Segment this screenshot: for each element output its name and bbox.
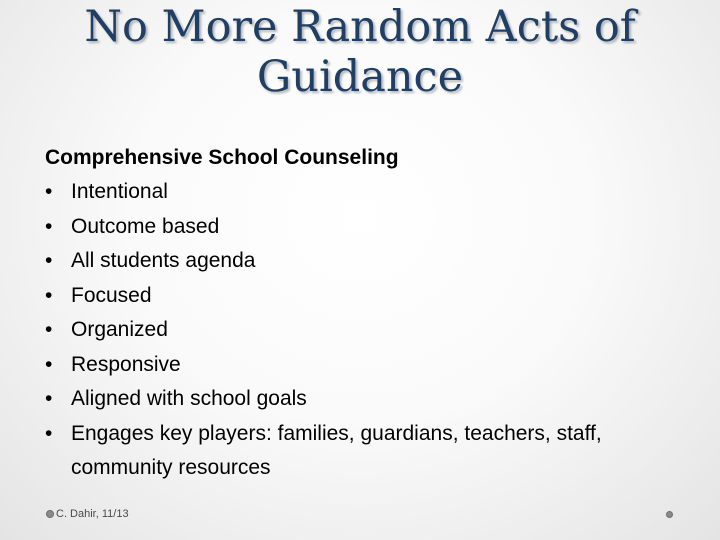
slide-footer xyxy=(46,508,129,520)
bullet-icon: • xyxy=(45,283,53,307)
bullet-icon: • xyxy=(45,387,53,410)
bullet-text: Outcome based xyxy=(71,214,220,238)
bullet-icon: • xyxy=(45,318,53,341)
bullet-list xyxy=(45,175,695,486)
bullet-text: Aligned with school goals xyxy=(71,387,307,410)
list-item xyxy=(45,175,695,210)
bullet-icon: • xyxy=(45,421,53,445)
list-item xyxy=(45,279,695,314)
list-item xyxy=(45,244,695,279)
bullet-text: Engages key players: families, guardians, teachers, staff, community resources xyxy=(71,421,602,479)
bullet-text: Organized xyxy=(71,318,168,341)
footer-circle-icon xyxy=(46,510,54,518)
bullet-text: All students agenda xyxy=(71,249,256,272)
list-item xyxy=(45,313,695,348)
slide-body xyxy=(45,141,695,486)
bullet-text: Intentional xyxy=(71,180,168,203)
section-heading: Comprehensive School Counseling xyxy=(45,146,399,169)
bullet-icon: • xyxy=(45,214,53,238)
list-item xyxy=(45,348,695,383)
list-item xyxy=(45,382,695,417)
slide-title: No More Random Acts of Guidance xyxy=(84,2,636,102)
bullet-icon: • xyxy=(45,352,53,376)
list-item xyxy=(45,210,695,245)
bullet-text: Focused xyxy=(71,283,152,307)
footer-text: C. Dahir, 11/13 xyxy=(56,508,129,520)
list-item xyxy=(45,417,695,486)
bullet-icon: • xyxy=(45,180,53,203)
bullet-text: Responsive xyxy=(71,352,181,376)
corner-circle-icon xyxy=(666,511,673,518)
bullet-icon: • xyxy=(45,249,53,272)
